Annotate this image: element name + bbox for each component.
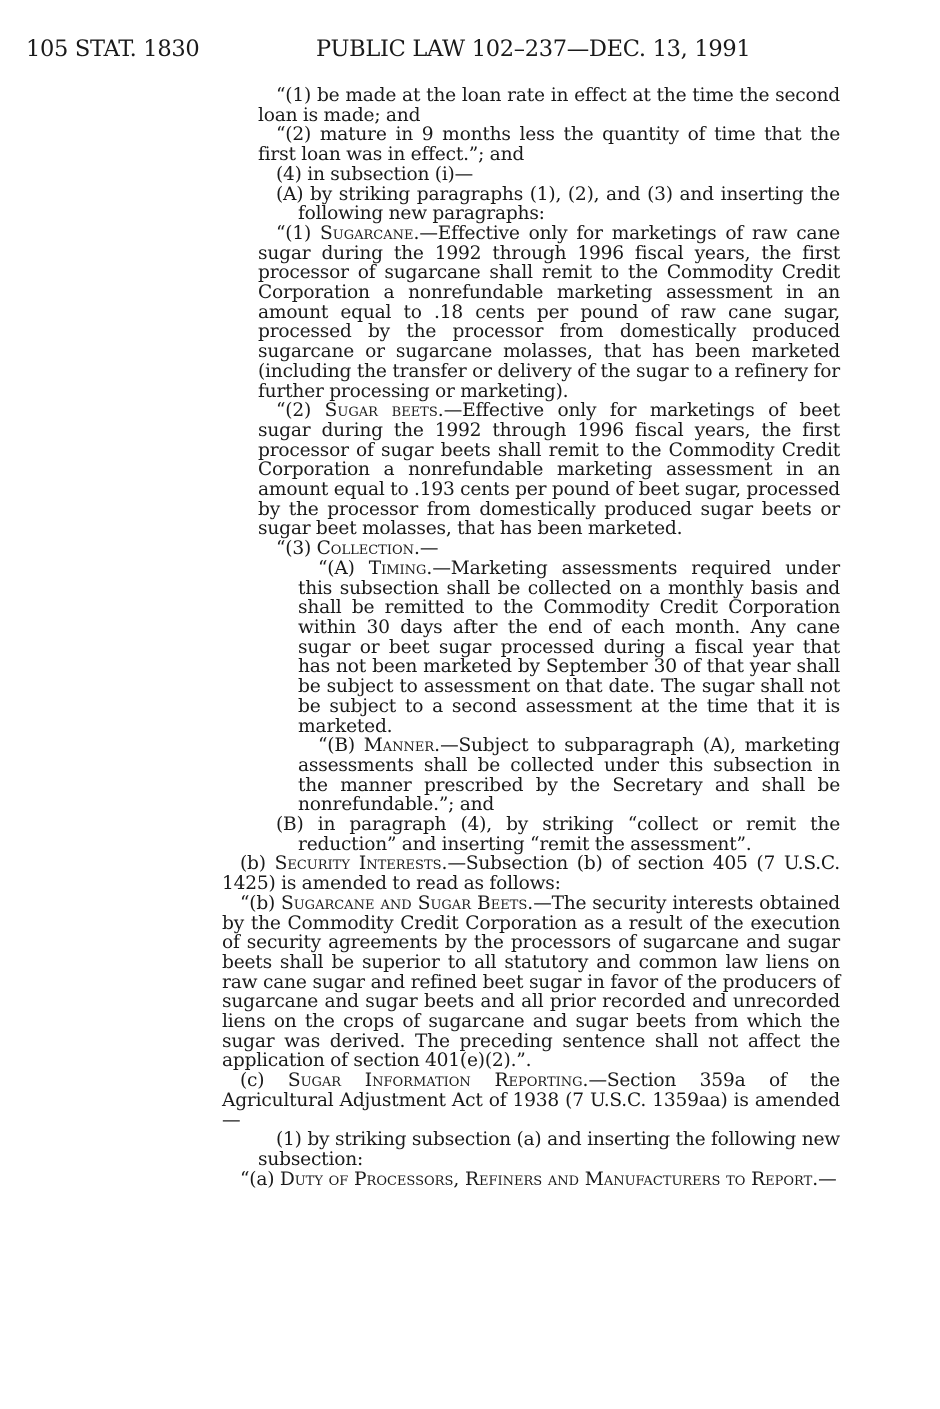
paragraph-heading: Collection. xyxy=(316,538,420,560)
paragraph-heading: Duty of Processors, Refiners and Manufacturers to Report. xyxy=(279,1168,819,1190)
stat-citation: 105 STAT. 1830 xyxy=(26,36,200,62)
paragraph-heading: Timing. xyxy=(368,557,433,579)
paragraph: “(3) Collection.— xyxy=(276,538,439,560)
paragraph: (A) by striking paragraphs (1), (2), and (3) and inserting the following new paragraphs: xyxy=(276,183,840,225)
paragraph: “(1) be made at the loan rate in effect at the time the second loan is made; and xyxy=(258,85,840,126)
page-header xyxy=(26,36,751,68)
paragraph: “(A) Timing.—Marketing assessments required under this subsection shall be collected on a monthly basis and shall be remitted to the Commodity Credit Corporation within 30 days after the end of each month. Any cane sugar or beet sugar processed during a fiscal year that has not been marketed by September 30 of that year shall be subject to assessment on that date. The sugar shall not be subject to a second assessment at the time that it is marketed. xyxy=(298,557,840,737)
paragraph: (c) Sugar Information Reporting.—Section 359a of the Agricultural Adjustment Act of 1938 (7 U.S.C. 1359aa) is amended— xyxy=(222,1070,840,1131)
paragraph-heading: Sugarcane. xyxy=(320,222,420,244)
paragraph-heading: Sugar beets. xyxy=(324,400,444,422)
paragraph: (B) in paragraph (4), by striking “collect or remit the reduction” and inserting “remit the assessment”. xyxy=(276,814,840,855)
paragraph-heading: Sugarcane and Sugar Beets. xyxy=(280,892,534,914)
paragraph-heading: Sugar Information Reporting. xyxy=(287,1070,589,1092)
paragraph: “(1) Sugarcane.—Effective only for marketings of raw cane sugar during the 1992 through 1996 fiscal years, the first processor of sugarcane shall remit to the Commodity Credit Corporation a nonrefundable marketing assessment in an amount equal to .18 cents per pound of raw cane sugar, processed by the processor from domestically produced sugarcane or sugarcane molasses, that has been marketed (including the transfer or delivery of the sugar to a refinery for further processing or marketing). xyxy=(258,222,840,402)
paragraph: “(b) Sugarcane and Sugar Beets.—The security interests obtained by the Commodity Credit Corporation as a result of the execution of security agreements by the processors of sugarcane and sugar beets shall be superior to all statutory and common law liens on raw cane sugar and refined beet sugar in favor of the producers of sugarcane and sugar beets and all prior recorded and unrecorded liens on the crops of sugarcane and sugar beets from which the sugar was derived. The preceding sentence shall not affect the application of section 401(e)(2).”. xyxy=(222,892,840,1072)
paragraph-heading: Manner. xyxy=(363,735,441,757)
paragraph: (4) in subsection (i)— xyxy=(276,163,474,185)
paragraph: “(B) Manner.—Subject to subparagraph (A), marketing assessments shall be collected under this subsection in the manner prescribed by the Secretary and shall be nonrefundable.”; and xyxy=(298,735,841,816)
paragraph-heading: Security Interests. xyxy=(274,853,448,875)
paragraph: (1) by striking subsection (a) and inserting the following new subsection: xyxy=(258,1129,840,1170)
paragraph: (b) Security Interests.—Subsection (b) of section 405 (7 U.S.C. 1425) is amended to read as follows: xyxy=(222,853,840,895)
paragraph: “(2) mature in 9 months less the quantity of time that the first loan was in effect.”; and xyxy=(258,124,840,166)
public-law-title: PUBLIC LAW 102–237—DEC. 13, 1991 xyxy=(316,36,751,62)
paragraph: “(a) Duty of Processors, Refiners and Manufacturers to Report.— xyxy=(240,1168,837,1190)
statute-text xyxy=(222,86,840,1189)
paragraph: “(2) Sugar beets.—Effective only for marketings of beet sugar during the 1992 through 1996 fiscal years, the first processor of sugar beets shall remit to the Commodity Credit Corporation a nonrefundable marketing assessment in an amount equal to .193 cents per pound of beet sugar, processed by the processor from domestically produced sugar beets or sugar beet molasses, that has been marketed. xyxy=(258,400,840,540)
